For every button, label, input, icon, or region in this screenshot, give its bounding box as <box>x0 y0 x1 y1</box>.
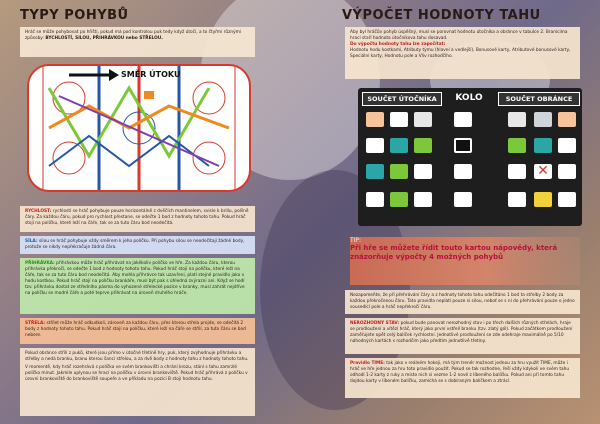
tip-text: Při hře se můžete řídit touto kartou nápovědy, která znázorňuje výpočty 4 možných pohybů <box>350 244 558 261</box>
card-icon <box>414 192 432 207</box>
para-5: Pokud obránce střílí z puků, které jsou přímo v útočné třetině hry, puk, který zvýhodnuje přihrávku a střelby a nedá branku, branu kterou šanci střelou, a za dvě body z hodnoty tahu z hodnoty tohoto tahu. <box>25 351 249 362</box>
sila-heading: SÍLA: <box>25 239 38 244</box>
muscle-icon <box>390 138 408 153</box>
dice-icon <box>414 138 432 153</box>
rychlost-box <box>20 206 255 232</box>
time-box <box>345 358 580 398</box>
tie-heading: NEROZHODNÝ STAV: <box>350 321 400 326</box>
calc-subhead: Do výpočtu hodnoty tahu lze započítat: <box>350 42 446 47</box>
card-icon <box>454 164 472 179</box>
dice-icon <box>508 138 526 153</box>
lines-box <box>345 290 580 314</box>
prihravka-text: přihrávkou může hráč přihrávat na jakékoliv políčko ve hře. Za každou čáru, kterou přihrávka překročí, se odečte 1 bod z hodnoty tohoto tahu. Pokud hráč stojí na políčku, které leží na čáře, tak se za tuto čáru bod neodečítá. Aby mohla přihrávce tak uzavřeni, platí stejné pravidlo jako v hodu kostkou. Pokud hráč stojí na políčku brankáře, musí být pak s úhledná zvýrazni ani. Když se hodí tzv. přihrávku dostat ze středního pásma do vyhozené střelecké pozice v branky, musí zahrát nejdříve na políčku se modré čáře a poté teprve přihrávat na úroveň druhého hráče. <box>25 261 245 296</box>
face-icon <box>366 112 384 127</box>
strela-text: střílet může hráč odkudkoli, zároveň za každou čáru, přes kterou střela projde, se odečítá 2 body z hodnoty tohoto tahu. Pokud hráč stojí na políčku, které leží na čáře se střílí, za tuto čáru se bod nebere. <box>25 321 246 338</box>
face-icon <box>558 112 576 127</box>
right-title: VÝPOČET HODNOTY TAHU <box>342 8 541 23</box>
rychlost-heading: RYCHLOST: <box>25 209 52 214</box>
arrow-right-icon <box>109 69 119 81</box>
card-icon <box>454 192 472 207</box>
card-icon <box>508 112 526 127</box>
goalie-mask-icon <box>534 192 552 207</box>
cross-icon: ✕ <box>534 164 552 179</box>
faceoff-circle <box>53 142 85 174</box>
intro-box <box>20 27 255 57</box>
score-card <box>358 88 582 226</box>
card-icon <box>558 164 576 179</box>
card-icon <box>508 192 526 207</box>
strela-box <box>20 318 255 344</box>
calc-intro-box <box>345 27 580 79</box>
left-title: TYPY POHYBŮ <box>20 8 129 23</box>
muscle-icon <box>534 138 552 153</box>
tie-box <box>345 318 580 354</box>
card-icon <box>414 164 432 179</box>
round-header: KOLO <box>455 93 483 103</box>
prihravka-heading: PŘIHRÁVKA: <box>25 261 55 266</box>
calc-intro: Aby byl hráčův pohyb úspěšný, musí se porovnat hodnotu útočníka a obránce v tabulce 2. Branicima hrací staří hodnota útočníkova tahu dosavad. <box>350 30 568 41</box>
player-icon <box>390 164 408 179</box>
card-icon <box>414 112 432 127</box>
direction-label: SMĚR ÚTOKU <box>121 70 181 79</box>
lines-text: Nezapomeňte, že při přehrávání čáry a z hodnoty tohoto tahu odečítáno 1 bod ta střelby 2 body za každou překročenou čáru. Tato pravidla neplatí pouze si silou, neboť se s ní do přehrávání pouze o jedno sousedící pole a hráč nepřekročí čáru. <box>350 293 575 310</box>
attacker-header: SOUČET ÚTOČNÍKA <box>362 92 442 106</box>
shield-icon <box>534 112 552 127</box>
puck-icon <box>454 138 472 153</box>
strela-heading: STŘELA: <box>25 321 46 326</box>
skate-icon <box>454 112 472 127</box>
time-text: tak jako v reálném hokeji, má tým trenér možnost jednou za hru využít TIME, může i hráč ve hře jednou za hru toto pravidlo použít. Pokud se tak rozhodne, řeší vždy kdykoli ve svém tahu odhodí 1-2 karty z ruky a místo nich si vezme 1-2 nové z líbeného balíčku. Pokud ani při tomto tahu dojdou karty v líbeném balíčku, zamíchá se s dobíraným balíčkem a ztrácí. <box>350 361 570 384</box>
time-heading: Pravidlo TIME: <box>350 361 385 366</box>
referee-icon <box>558 192 576 207</box>
calc-subtext: Hodnotu hodu kostkami, Atributy týmu (hlavní a vedlejší), Bonusové karty, Atributové bonusové karty, Speciální karty, Hodnotu pole a Vliv rozhodčího. <box>350 48 571 59</box>
rink-svg <box>29 66 249 190</box>
defender-header: SOUČET OBRÁNCE <box>498 92 580 106</box>
skate-icon <box>390 112 408 127</box>
card-icon <box>508 164 526 179</box>
rink-diagram <box>27 64 251 192</box>
rules-box <box>20 348 255 416</box>
intro-bold: BYCHLOSTÍ, SILOU, PŘIHRÁVKOU nebo STŘELOU. <box>45 36 163 41</box>
rychlost-text: rychlostí se hráč pohybuje pouze horizontálně z dvěčích mantinelem, svisle k brillu, polšně čáry. Za každou čáru, pokud pro rychlost přestane, se odečte 1 bod z hodnoty tohoto tahu. Pokud hráč stojí na políčku, které leží na čáře, tak se za tuto čáru bod neodečítá. <box>25 209 249 226</box>
para-6: V momentě, kdy hráč rozehrává s políčka ve svém brankovišti a chrání krozu, stání s tahu zamrzlé políčko minut. Jakmile uplynou se hrací na políčku v úrovni brankoviště. Pokud hráč přihrává z políčku v úrovni brankoviště do brankoviště soupeře a ve příkladu na pozici B stojí hodnotu tahu. <box>25 365 248 382</box>
card-icon <box>366 138 384 153</box>
tip-box <box>350 237 580 285</box>
intro-text: Hráč se může pohybovat po hřišti, pokud má pod kontrolou puk tedy když útočí, a to čtyřmi různými způsoby: <box>25 30 242 41</box>
tie-text: pokud bude panovat nerozhodný stav i po třech dalších různých střelách, hraje se prodloužení a vítězí hráč, který jako první vstřelí branku (tzv. zlatý gól). Pokud začátkem prodloužení zaměřujete opět celý balíček rychlostní. Jednotlivé prodloužení se zde odehraje maximálně po 5/10 náhodných kartách s rozhodčím jako předtím jednotlivě třetiny. <box>350 321 573 344</box>
sila-text: silou se hráč pohybuje vždy směrem k jeho políčku. Při pohybu silou se neodečítají žádné body, protože se nikdy nepřekračuje žádná čára. <box>25 239 245 250</box>
prihravka-box <box>20 258 255 314</box>
tip-label: TIP: <box>350 237 362 244</box>
path-green <box>49 88 209 156</box>
referee-icon <box>366 192 384 207</box>
player-icon <box>366 164 384 179</box>
puck-icon <box>144 91 154 99</box>
player-icon <box>390 192 408 207</box>
card-icon <box>558 138 576 153</box>
sila-box <box>20 236 255 254</box>
